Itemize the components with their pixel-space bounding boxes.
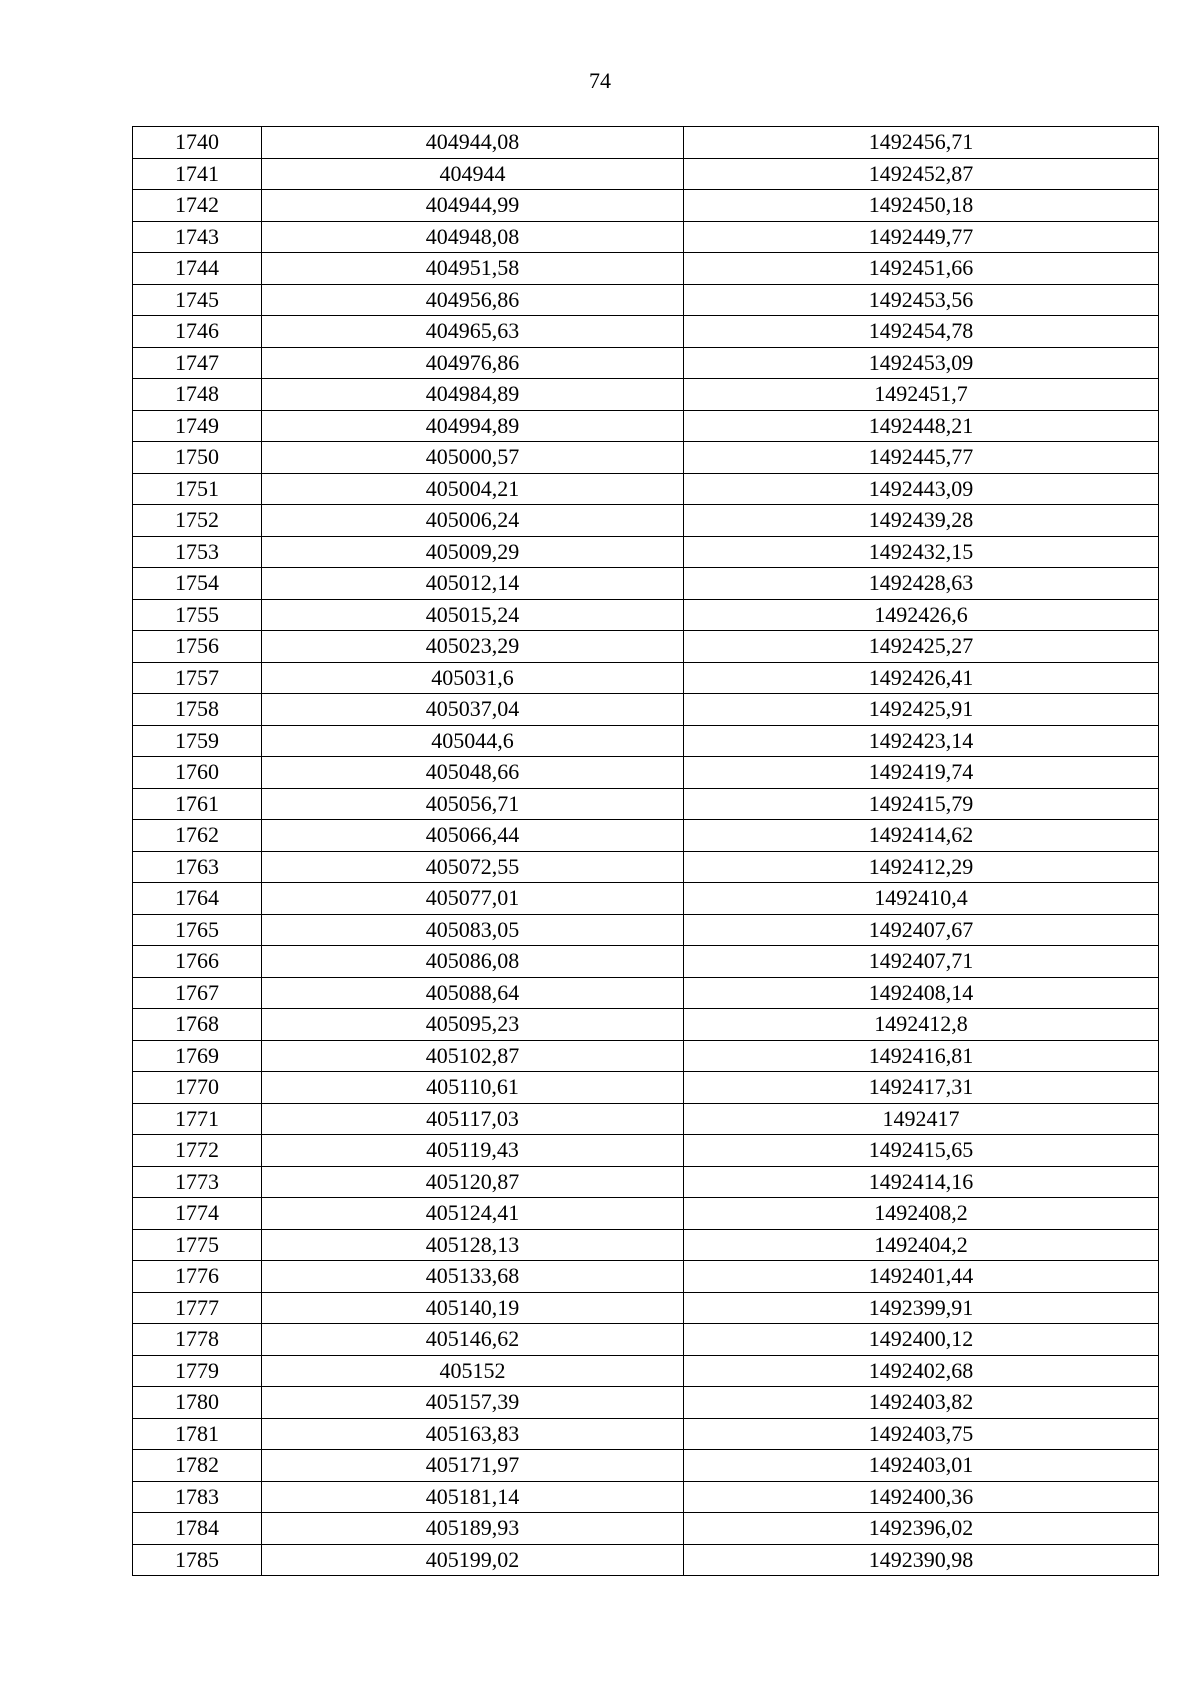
x-coordinate-cell: 405124,41: [262, 1198, 684, 1230]
table-row: [133, 820, 1159, 852]
y-coordinate-cell: 1492400,12: [684, 1324, 1159, 1356]
x-coordinate-cell: 404944,99: [262, 190, 684, 222]
y-coordinate-cell: 1492419,74: [684, 757, 1159, 789]
point-number-cell: 1748: [133, 379, 262, 411]
table-row: [133, 410, 1159, 442]
table-row: [133, 1324, 1159, 1356]
x-coordinate-cell: 405117,03: [262, 1103, 684, 1135]
coordinates-table: [132, 126, 1159, 1576]
table-row: [133, 1544, 1159, 1576]
point-number-cell: 1752: [133, 505, 262, 537]
y-coordinate-cell: 1492414,16: [684, 1166, 1159, 1198]
x-coordinate-cell: 405044,6: [262, 725, 684, 757]
x-coordinate-cell: 405146,62: [262, 1324, 684, 1356]
x-coordinate-cell: 405088,64: [262, 977, 684, 1009]
x-coordinate-cell: 405199,02: [262, 1544, 684, 1576]
x-coordinate-cell: 405119,43: [262, 1135, 684, 1167]
x-coordinate-cell: 405140,19: [262, 1292, 684, 1324]
point-number-cell: 1782: [133, 1450, 262, 1482]
y-coordinate-cell: 1492417: [684, 1103, 1159, 1135]
x-coordinate-cell: 404944,08: [262, 127, 684, 159]
y-coordinate-cell: 1492439,28: [684, 505, 1159, 537]
table-row: [133, 1261, 1159, 1293]
table-row: [133, 158, 1159, 190]
y-coordinate-cell: 1492396,02: [684, 1513, 1159, 1545]
y-coordinate-cell: 1492403,75: [684, 1418, 1159, 1450]
table-row: [133, 946, 1159, 978]
table-row: [133, 347, 1159, 379]
y-coordinate-cell: 1492403,01: [684, 1450, 1159, 1482]
point-number-cell: 1783: [133, 1481, 262, 1513]
y-coordinate-cell: 1492453,56: [684, 284, 1159, 316]
x-coordinate-cell: 405086,08: [262, 946, 684, 978]
x-coordinate-cell: 404944: [262, 158, 684, 190]
point-number-cell: 1754: [133, 568, 262, 600]
x-coordinate-cell: 404984,89: [262, 379, 684, 411]
table-row: [133, 221, 1159, 253]
y-coordinate-cell: 1492428,63: [684, 568, 1159, 600]
x-coordinate-cell: 405189,93: [262, 1513, 684, 1545]
table-row: [133, 1450, 1159, 1482]
y-coordinate-cell: 1492407,67: [684, 914, 1159, 946]
table-row: [133, 725, 1159, 757]
x-coordinate-cell: 405012,14: [262, 568, 684, 600]
table-row: [133, 1009, 1159, 1041]
table-row: [133, 473, 1159, 505]
point-number-cell: 1742: [133, 190, 262, 222]
table-row: [133, 568, 1159, 600]
point-number-cell: 1750: [133, 442, 262, 474]
table-row: [133, 536, 1159, 568]
y-coordinate-cell: 1492390,98: [684, 1544, 1159, 1576]
table-row: [133, 1513, 1159, 1545]
point-number-cell: 1774: [133, 1198, 262, 1230]
y-coordinate-cell: 1492448,21: [684, 410, 1159, 442]
point-number-cell: 1747: [133, 347, 262, 379]
y-coordinate-cell: 1492452,87: [684, 158, 1159, 190]
x-coordinate-cell: 405009,29: [262, 536, 684, 568]
point-number-cell: 1771: [133, 1103, 262, 1135]
point-number-cell: 1753: [133, 536, 262, 568]
x-coordinate-cell: 405171,97: [262, 1450, 684, 1482]
point-number-cell: 1755: [133, 599, 262, 631]
point-number-cell: 1743: [133, 221, 262, 253]
y-coordinate-cell: 1492443,09: [684, 473, 1159, 505]
y-coordinate-cell: 1492401,44: [684, 1261, 1159, 1293]
x-coordinate-cell: 405037,04: [262, 694, 684, 726]
table-row: [133, 631, 1159, 663]
table-row: [133, 1387, 1159, 1419]
y-coordinate-cell: 1492425,91: [684, 694, 1159, 726]
y-coordinate-cell: 1492425,27: [684, 631, 1159, 663]
y-coordinate-cell: 1492453,09: [684, 347, 1159, 379]
table-row: [133, 1103, 1159, 1135]
x-coordinate-cell: 405133,68: [262, 1261, 684, 1293]
y-coordinate-cell: 1492410,4: [684, 883, 1159, 915]
point-number-cell: 1779: [133, 1355, 262, 1387]
x-coordinate-cell: 405004,21: [262, 473, 684, 505]
table-row: [133, 1418, 1159, 1450]
table-row: [133, 694, 1159, 726]
y-coordinate-cell: 1492408,2: [684, 1198, 1159, 1230]
table-row: [133, 253, 1159, 285]
table-row: [133, 284, 1159, 316]
x-coordinate-cell: 405157,39: [262, 1387, 684, 1419]
point-number-cell: 1751: [133, 473, 262, 505]
x-coordinate-cell: 405031,6: [262, 662, 684, 694]
x-coordinate-cell: 405163,83: [262, 1418, 684, 1450]
table-row: [133, 851, 1159, 883]
x-coordinate-cell: 405048,66: [262, 757, 684, 789]
table-row: [133, 505, 1159, 537]
table-row: [133, 1229, 1159, 1261]
point-number-cell: 1766: [133, 946, 262, 978]
table-row: [133, 1355, 1159, 1387]
table-row: [133, 662, 1159, 694]
x-coordinate-cell: 404965,63: [262, 316, 684, 348]
y-coordinate-cell: 1492445,77: [684, 442, 1159, 474]
y-coordinate-cell: 1492415,79: [684, 788, 1159, 820]
point-number-cell: 1760: [133, 757, 262, 789]
point-number-cell: 1768: [133, 1009, 262, 1041]
y-coordinate-cell: 1492423,14: [684, 725, 1159, 757]
x-coordinate-cell: 405072,55: [262, 851, 684, 883]
y-coordinate-cell: 1492414,62: [684, 820, 1159, 852]
y-coordinate-cell: 1492456,71: [684, 127, 1159, 159]
x-coordinate-cell: 405102,87: [262, 1040, 684, 1072]
x-coordinate-cell: 404976,86: [262, 347, 684, 379]
x-coordinate-cell: 405120,87: [262, 1166, 684, 1198]
y-coordinate-cell: 1492450,18: [684, 190, 1159, 222]
table-row: [133, 1292, 1159, 1324]
point-number-cell: 1772: [133, 1135, 262, 1167]
point-number-cell: 1780: [133, 1387, 262, 1419]
point-number-cell: 1767: [133, 977, 262, 1009]
table-row: [133, 788, 1159, 820]
y-coordinate-cell: 1492454,78: [684, 316, 1159, 348]
y-coordinate-cell: 1492449,77: [684, 221, 1159, 253]
point-number-cell: 1745: [133, 284, 262, 316]
page-number: 74: [589, 68, 611, 93]
x-coordinate-cell: 404994,89: [262, 410, 684, 442]
y-coordinate-cell: 1492416,81: [684, 1040, 1159, 1072]
y-coordinate-cell: 1492399,91: [684, 1292, 1159, 1324]
point-number-cell: 1764: [133, 883, 262, 915]
point-number-cell: 1763: [133, 851, 262, 883]
y-coordinate-cell: 1492426,6: [684, 599, 1159, 631]
table-row: [133, 1481, 1159, 1513]
coordinates-table-body: [133, 127, 1159, 1576]
y-coordinate-cell: 1492400,36: [684, 1481, 1159, 1513]
x-coordinate-cell: 405083,05: [262, 914, 684, 946]
point-number-cell: 1778: [133, 1324, 262, 1356]
point-number-cell: 1781: [133, 1418, 262, 1450]
point-number-cell: 1777: [133, 1292, 262, 1324]
x-coordinate-cell: 405077,01: [262, 883, 684, 915]
point-number-cell: 1744: [133, 253, 262, 285]
table-row: [133, 1072, 1159, 1104]
x-coordinate-cell: 405128,13: [262, 1229, 684, 1261]
table-row: [133, 190, 1159, 222]
point-number-cell: 1758: [133, 694, 262, 726]
y-coordinate-cell: 1492403,82: [684, 1387, 1159, 1419]
point-number-cell: 1741: [133, 158, 262, 190]
point-number-cell: 1762: [133, 820, 262, 852]
point-number-cell: 1756: [133, 631, 262, 663]
point-number-cell: 1775: [133, 1229, 262, 1261]
x-coordinate-cell: 405015,24: [262, 599, 684, 631]
point-number-cell: 1740: [133, 127, 262, 159]
table-row: [133, 599, 1159, 631]
x-coordinate-cell: 405000,57: [262, 442, 684, 474]
x-coordinate-cell: 404956,86: [262, 284, 684, 316]
point-number-cell: 1749: [133, 410, 262, 442]
table-row: [133, 757, 1159, 789]
x-coordinate-cell: 405066,44: [262, 820, 684, 852]
y-coordinate-cell: 1492432,15: [684, 536, 1159, 568]
point-number-cell: 1785: [133, 1544, 262, 1576]
point-number-cell: 1757: [133, 662, 262, 694]
y-coordinate-cell: 1492407,71: [684, 946, 1159, 978]
x-coordinate-cell: 404951,58: [262, 253, 684, 285]
table-row: [133, 127, 1159, 159]
y-coordinate-cell: 1492451,66: [684, 253, 1159, 285]
x-coordinate-cell: 405056,71: [262, 788, 684, 820]
point-number-cell: 1765: [133, 914, 262, 946]
table-row: [133, 442, 1159, 474]
y-coordinate-cell: 1492417,31: [684, 1072, 1159, 1104]
y-coordinate-cell: 1492408,14: [684, 977, 1159, 1009]
x-coordinate-cell: 405095,23: [262, 1009, 684, 1041]
x-coordinate-cell: 405006,24: [262, 505, 684, 537]
point-number-cell: 1773: [133, 1166, 262, 1198]
x-coordinate-cell: 404948,08: [262, 221, 684, 253]
table-row: [133, 1135, 1159, 1167]
table-row: [133, 379, 1159, 411]
point-number-cell: 1776: [133, 1261, 262, 1293]
y-coordinate-cell: 1492415,65: [684, 1135, 1159, 1167]
y-coordinate-cell: 1492404,2: [684, 1229, 1159, 1261]
y-coordinate-cell: 1492402,68: [684, 1355, 1159, 1387]
point-number-cell: 1759: [133, 725, 262, 757]
table-row: [133, 914, 1159, 946]
x-coordinate-cell: 405023,29: [262, 631, 684, 663]
y-coordinate-cell: 1492412,29: [684, 851, 1159, 883]
point-number-cell: 1769: [133, 1040, 262, 1072]
table-row: [133, 883, 1159, 915]
point-number-cell: 1784: [133, 1513, 262, 1545]
table-row: [133, 977, 1159, 1009]
y-coordinate-cell: 1492426,41: [684, 662, 1159, 694]
point-number-cell: 1770: [133, 1072, 262, 1104]
y-coordinate-cell: 1492451,7: [684, 379, 1159, 411]
y-coordinate-cell: 1492412,8: [684, 1009, 1159, 1041]
point-number-cell: 1746: [133, 316, 262, 348]
table-row: [133, 1040, 1159, 1072]
table-row: [133, 1198, 1159, 1230]
table-row: [133, 316, 1159, 348]
table-row: [133, 1166, 1159, 1198]
x-coordinate-cell: 405152: [262, 1355, 684, 1387]
x-coordinate-cell: 405110,61: [262, 1072, 684, 1104]
point-number-cell: 1761: [133, 788, 262, 820]
x-coordinate-cell: 405181,14: [262, 1481, 684, 1513]
